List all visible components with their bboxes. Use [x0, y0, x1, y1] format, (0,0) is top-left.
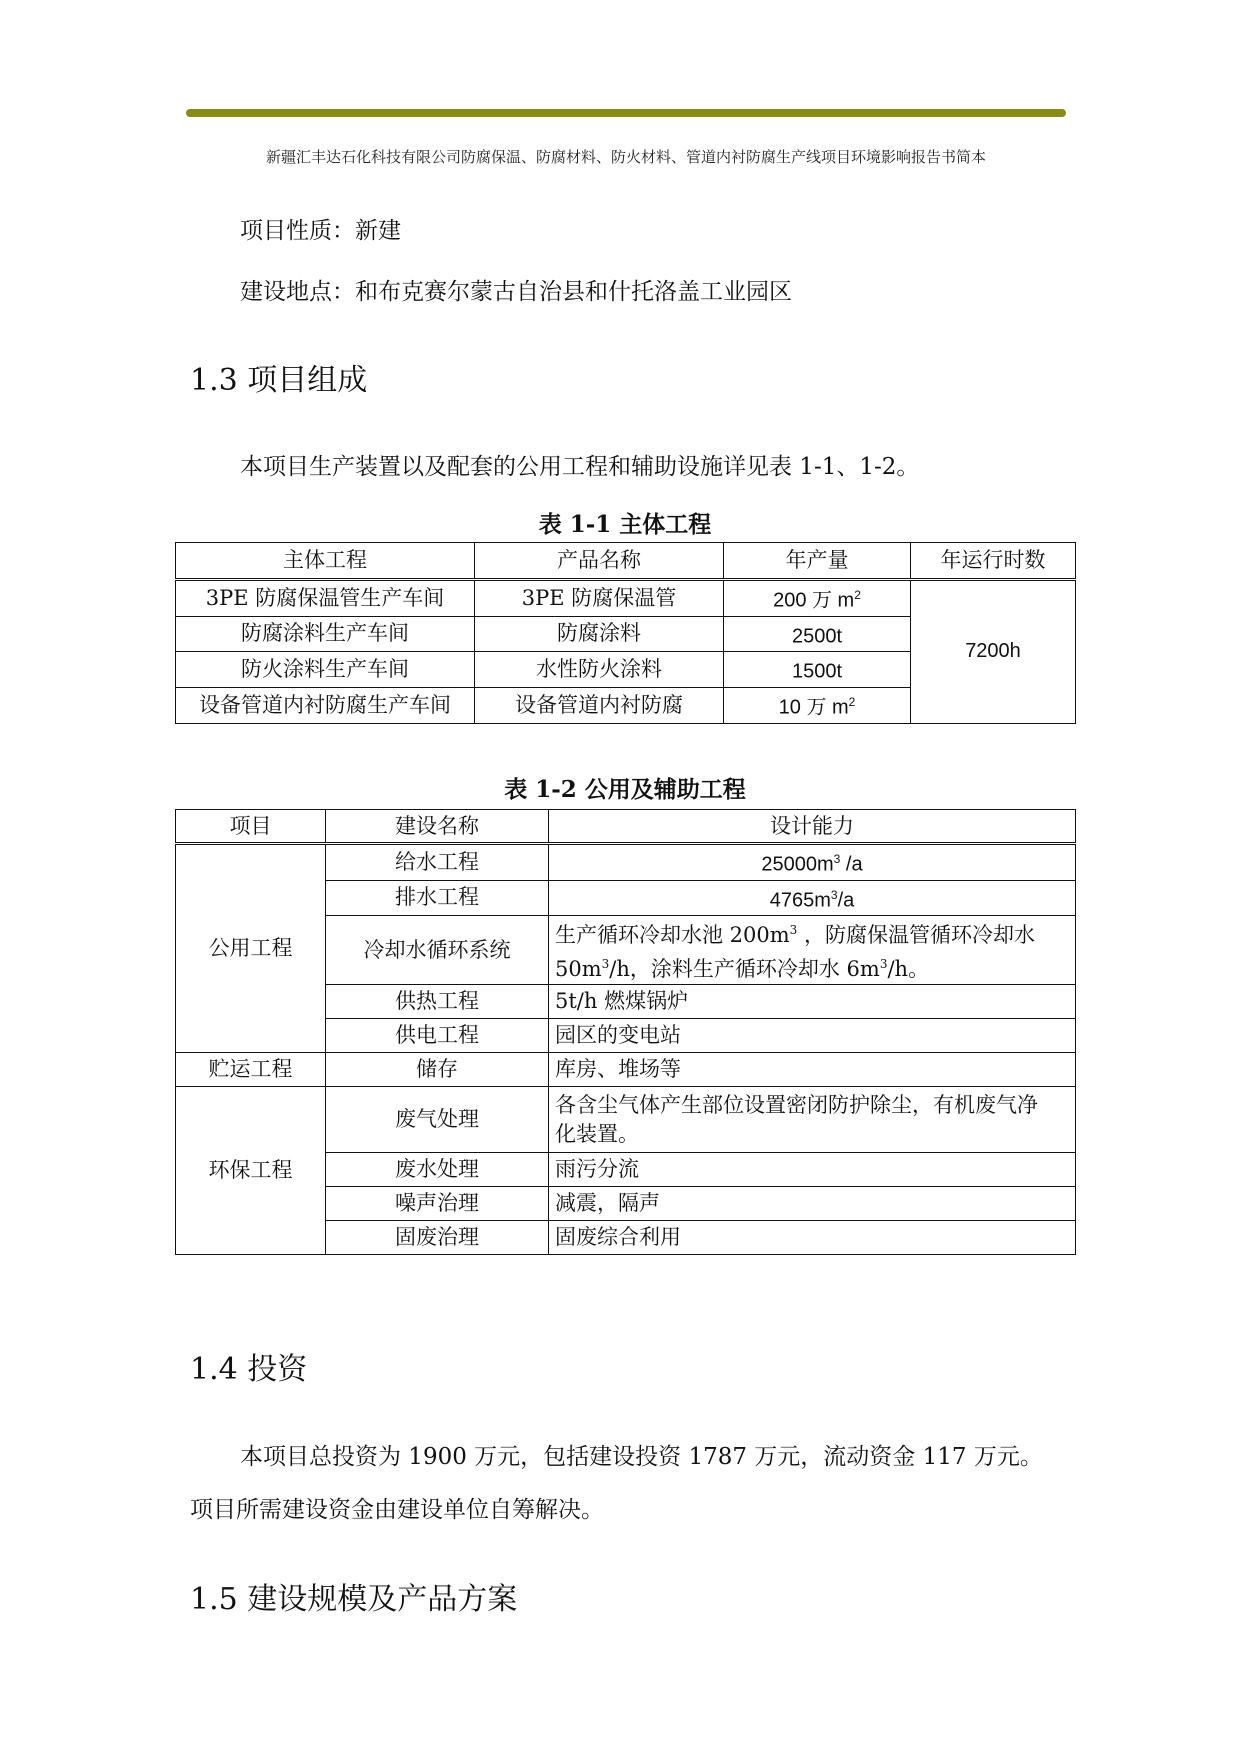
- header-rule: [186, 109, 1066, 117]
- table1-workshop: 设备管道内衬防腐生产车间: [176, 687, 475, 723]
- group-env: 环保工程: [176, 1087, 326, 1255]
- table1-workshop: 3PE 防腐保温管生产车间: [176, 580, 475, 617]
- table1-header: 产品名称: [475, 543, 724, 580]
- row-capacity: 减震，隔声: [549, 1187, 1076, 1221]
- row-name: 废气处理: [326, 1087, 549, 1153]
- row-capacity: 园区的变电站: [549, 1019, 1076, 1053]
- table-row: [176, 1087, 1076, 1153]
- table1-caption: 表 1-1 主体工程: [538, 511, 712, 538]
- row-capacity: $4765m^3/a$: [549, 880, 1076, 916]
- row-capacity: 库房、堆场等: [549, 1053, 1076, 1087]
- section-1-3-title: 1.3 项目组成: [190, 363, 368, 398]
- table2-caption: 表 1-2 公用及辅助工程: [504, 776, 746, 803]
- row-capacity: 5t/h 燃煤锅炉: [549, 985, 1076, 1019]
- running-header: 新疆汇丰达石化科技有限公司防腐保温、防腐材料、防火材料、管道内衬防腐生产线项目环境影响报告书简本: [265, 148, 986, 166]
- table1-header: 年产量: [724, 543, 911, 580]
- table1-output: 1500t: [724, 652, 911, 688]
- table2-header: 设计能力: [549, 810, 1076, 844]
- table1-output: 2500t: [724, 616, 911, 652]
- table1-product: 设备管道内衬防腐: [475, 687, 724, 723]
- table1-output: 200 万 $m^2$: [724, 580, 911, 617]
- table1-output: 10 万 $m^2$: [724, 687, 911, 723]
- table1-product: 防腐涂料: [475, 616, 724, 652]
- group-public: 公用工程: [176, 844, 326, 1053]
- row-capacity: 固废综合利用: [549, 1221, 1076, 1255]
- row-name: 供电工程: [326, 1019, 549, 1053]
- table1-header: 主体工程: [176, 543, 475, 580]
- section-1-3-intro: 本项目生产装置以及配套的公用工程和辅助设施详见表 1-1、1-2。: [240, 454, 920, 480]
- table1: [175, 542, 1076, 724]
- row-name: 排水工程: [326, 880, 549, 916]
- table2-header-row: [176, 810, 1076, 844]
- table1-product: 水性防火涂料: [475, 652, 724, 688]
- table-row: [176, 844, 1076, 881]
- project-location: 建设地点：和布克赛尔蒙古自治县和什托洛盖工业园区: [240, 279, 792, 305]
- table2: [175, 809, 1076, 1255]
- group-storage: 贮运工程: [176, 1053, 326, 1087]
- row-name: 噪声治理: [326, 1187, 549, 1221]
- row-name: 固废治理: [326, 1221, 549, 1255]
- row-name: 废水处理: [326, 1153, 549, 1187]
- row-name: 储存: [326, 1053, 549, 1087]
- table-row: [176, 580, 1076, 617]
- row-name: 冷却水循环系统: [326, 916, 549, 985]
- table1-workshop: 防火涂料生产车间: [176, 652, 475, 688]
- table1-header: 年运行时数: [911, 543, 1076, 580]
- table1-runtime: 7200h: [911, 580, 1076, 724]
- investment-line1: 本项目总投资为 1900 万元，包括建设投资 1787 万元，流动资金 117 万元。: [240, 1444, 1043, 1470]
- table2-header: 项目: [176, 810, 326, 844]
- row-capacity: $25000m^3$ /a: [549, 844, 1076, 881]
- row-name: 供热工程: [326, 985, 549, 1019]
- project-nature: 项目性质：新建: [240, 218, 401, 244]
- table2-header: 建设名称: [326, 810, 549, 844]
- row-name: 给水工程: [326, 844, 549, 881]
- table1-workshop: 防腐涂料生产车间: [176, 616, 475, 652]
- section-1-5-title: 1.5 建设规模及产品方案: [190, 1582, 518, 1617]
- table1-header-row: [176, 543, 1076, 580]
- table-row: [176, 1053, 1076, 1087]
- row-capacity: 生产循环冷却水池 $200m^3$ ，防腐保温管循环冷却水 $50m^3/h$，涂料生产循环冷却水 $6m^3/h$。: [549, 916, 1076, 985]
- section-1-4-title: 1.4 投资: [190, 1352, 308, 1387]
- table1-product: 3PE 防腐保温管: [475, 580, 724, 617]
- investment-line2: 项目所需建设资金由建设单位自筹解决。: [190, 1497, 604, 1523]
- row-capacity: 各含尘气体产生部位设置密闭防护除尘，有机废气净 化装置。: [549, 1087, 1076, 1153]
- row-capacity: 雨污分流: [549, 1153, 1076, 1187]
